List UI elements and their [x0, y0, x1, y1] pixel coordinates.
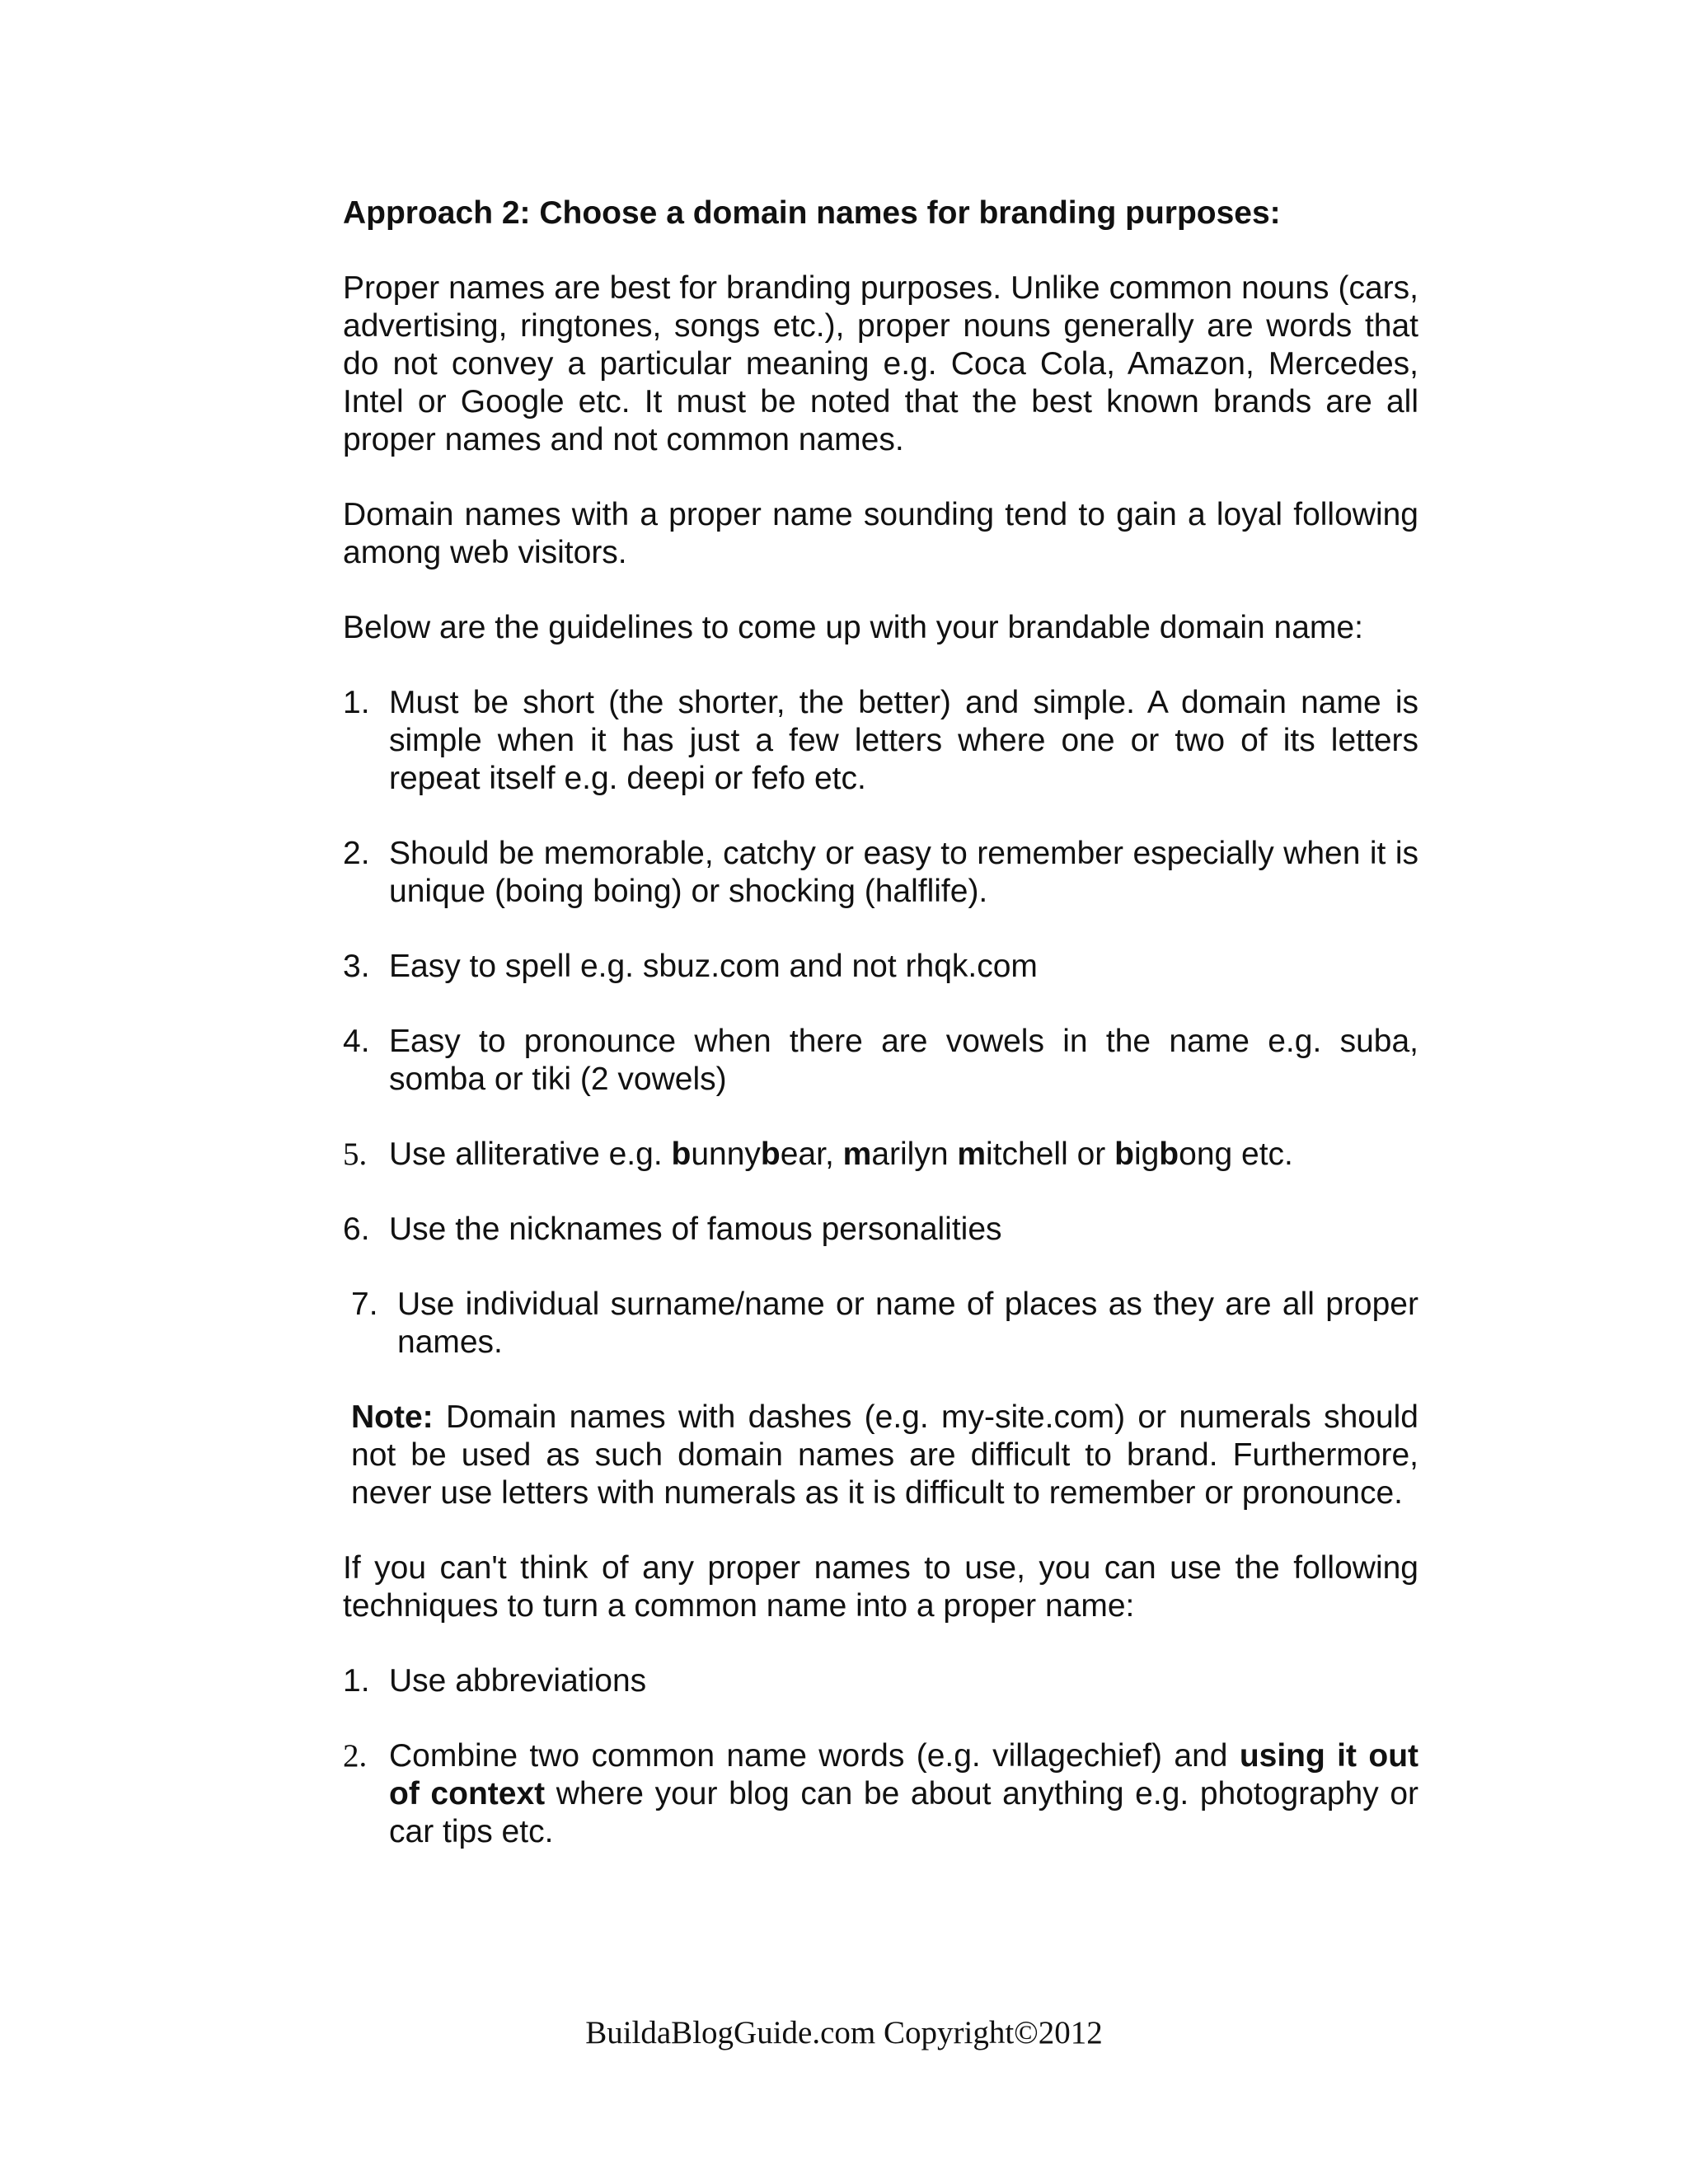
techniques-list — [343, 1662, 1418, 1851]
list-item — [343, 1737, 1418, 1851]
bold-letter: b — [1114, 1137, 1134, 1172]
paragraph-techniques-intro: If you can't think of any proper names to use, you can use the following techniques to turn a common name into a proper name: — [343, 1550, 1418, 1624]
list-item — [343, 1136, 1418, 1174]
list-number: 6. — [343, 1212, 370, 1247]
list-item — [343, 1023, 1418, 1099]
list-text: Use the nicknames of famous personalities — [389, 1212, 1002, 1247]
paragraph-proper-names: Proper names are best for branding purposes. Unlike common nouns (cars, advertising, ringtones, songs etc.), proper nouns generally are words that do not convey a particular meaning e.g. Coca Cola, Amazon, Mercedes, Intel or Google etc. It must be noted that the best known brands are all proper names and not common names. — [343, 270, 1418, 457]
note-paragraph — [351, 1399, 1418, 1512]
list-number: 7. — [351, 1286, 378, 1322]
list-item — [343, 835, 1418, 911]
list-text: Must be short (the shorter, the better) and simple. A domain name is simple when it has just a few letters where one or two of its letters repeat itself e.g. deepi or fefo etc. — [389, 685, 1418, 796]
note-label: Note: — [351, 1399, 434, 1435]
list-number: 1. — [343, 1663, 370, 1699]
list-number: 5. — [343, 1137, 368, 1172]
bold-letter: b — [760, 1137, 781, 1172]
bold-letter: b — [671, 1137, 692, 1172]
bold-letter: m — [957, 1137, 987, 1172]
note-text: Domain names with dashes (e.g. my-site.com) or numerals should not be used as such domain names are difficult to brand. Furthermore, never use letters with numerals as it is difficult to remember or pronounce. — [351, 1399, 1418, 1511]
list-text: Easy to pronounce when there are vowels in the name e.g. suba, somba or tiki (2 vowels) — [389, 1024, 1418, 1097]
page-footer: BuildaBlogGuide.com Copyright©2012 — [585, 2015, 1103, 2050]
list-number: 1. — [343, 685, 370, 720]
list-item — [343, 1211, 1418, 1249]
list-number: 4. — [343, 1024, 370, 1059]
list-item — [343, 1662, 1418, 1700]
page-content — [343, 194, 1418, 1888]
list-text: Should be memorable, catchy or easy to remember especially when it is unique (boing boing) or shocking (halflife). — [389, 836, 1418, 909]
bold-letter: m — [842, 1137, 872, 1172]
text-run: Combine two common name words (e.g. villagechief) and — [389, 1738, 1240, 1774]
list-number: 3. — [343, 949, 370, 984]
list-text: Use individual surname/name or name of places as they are all proper names. — [397, 1286, 1418, 1360]
text-run: Use alliterative e.g. — [389, 1137, 672, 1172]
guidelines-list — [343, 684, 1418, 1361]
section-heading: Approach 2: Choose a domain names for branding purposes: — [343, 195, 1281, 231]
text-run: itchell or — [986, 1137, 1115, 1172]
bold-letter: b — [1159, 1137, 1179, 1172]
text-run: where your blog can be about anything e.g. photography or car tips etc. — [389, 1776, 1418, 1849]
paragraph-loyal-following: Domain names with a proper name sounding tend to gain a loyal following among web visitors. — [343, 497, 1418, 570]
text-run: ear, — [780, 1137, 843, 1172]
text-run: ig — [1133, 1137, 1160, 1172]
bold-phrase: using it out of context — [389, 1738, 1418, 1811]
list-number: 2. — [343, 1738, 368, 1774]
text-run: ong etc. — [1179, 1137, 1293, 1172]
paragraph-guidelines-intro: Below are the guidelines to come up with your brandable domain name: — [343, 610, 1363, 645]
list-text-alliterative — [389, 1136, 1418, 1174]
list-text: Easy to spell e.g. sbuz.com and not rhqk.com — [389, 949, 1038, 984]
list-text: Use abbreviations — [389, 1663, 647, 1699]
text-run: arilyn — [871, 1137, 958, 1172]
list-item — [343, 684, 1418, 798]
list-item — [351, 1286, 1418, 1361]
list-number: 2. — [343, 836, 370, 871]
list-item — [343, 948, 1418, 986]
text-run: unny — [691, 1137, 761, 1172]
list-text — [389, 1737, 1418, 1851]
